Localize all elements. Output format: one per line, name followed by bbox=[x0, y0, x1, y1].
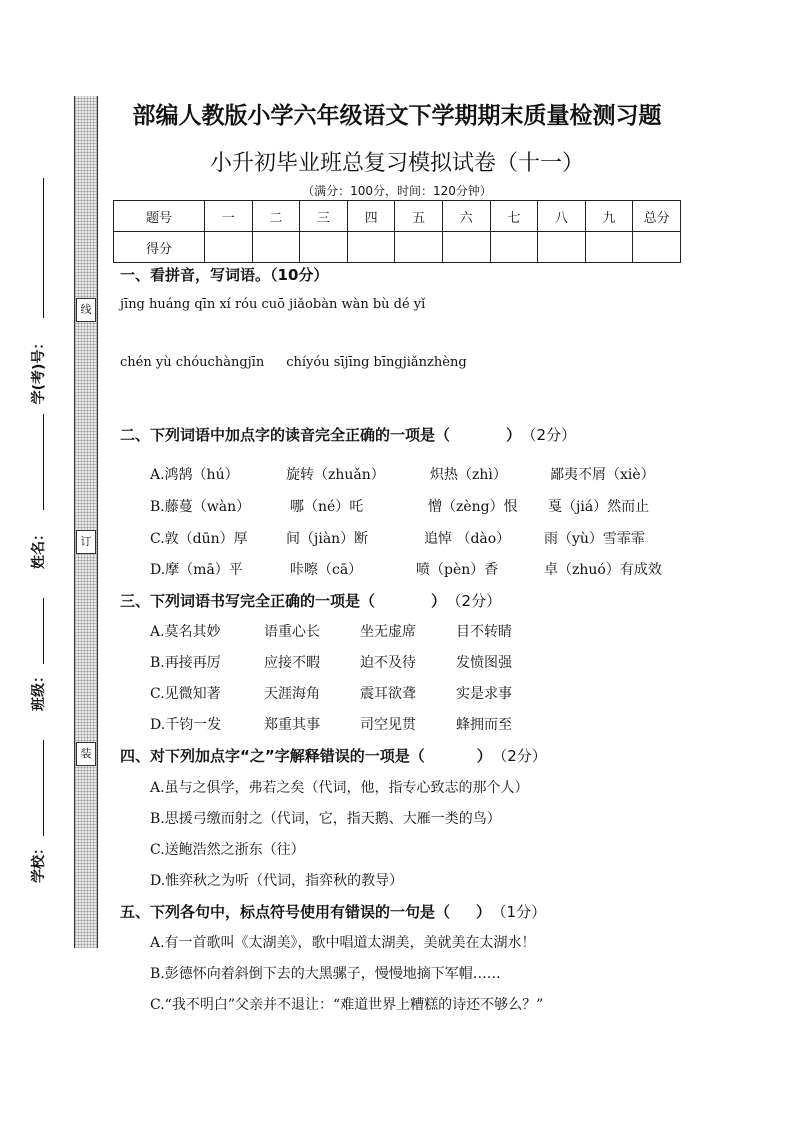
table-cell: 四 bbox=[347, 201, 395, 232]
option-cell: 咔嚓（cā） bbox=[290, 562, 363, 578]
binding-strip bbox=[74, 96, 98, 948]
name-line[interactable] bbox=[43, 414, 44, 510]
option-line: C.送鲍浩然之浙东（往） bbox=[150, 842, 305, 858]
table-cell: 七 bbox=[490, 201, 538, 232]
option-row bbox=[150, 559, 662, 579]
option-line: A.虽与之俱学，弗若之矣（代词，他，指专心致志的那个人） bbox=[150, 780, 529, 796]
option-cell: 戛（jiá）然而止 bbox=[548, 499, 650, 515]
option-row bbox=[150, 714, 512, 734]
option-cell: 雨（yù）雪霏霏 bbox=[544, 531, 645, 547]
pinyin-line-2 bbox=[120, 355, 467, 370]
pinyin-line-1: jīng huáng qīn xí róu cuō jiǎobàn wàn bù dé yǐ bbox=[120, 297, 426, 312]
section-1-title: 一、看拼音，写词语。（10分） bbox=[120, 266, 329, 284]
score-input-cell[interactable] bbox=[538, 232, 586, 263]
option-line: D.惟弈秋之为听（代词，指弈秋的教导） bbox=[150, 873, 404, 889]
score-input-cell[interactable] bbox=[442, 232, 490, 263]
option-cell: 天涯海角 bbox=[264, 686, 320, 702]
name-label: 姓名： bbox=[31, 527, 47, 569]
answer-bracket: ） bbox=[476, 747, 492, 765]
student-id-line[interactable] bbox=[43, 178, 44, 318]
table-cell: 一 bbox=[205, 201, 253, 232]
answer-bracket: ） bbox=[506, 426, 522, 444]
option-cell: 旋转（zhuǎn） bbox=[286, 467, 385, 483]
option-cell: 蜂拥而至 bbox=[456, 717, 512, 733]
score-input-cell[interactable] bbox=[205, 232, 253, 263]
option-cell: 喷（pèn）香 bbox=[416, 562, 499, 578]
section-title-text: 五、下列各句中，标点符号使用有错误的一句是（ bbox=[120, 903, 451, 921]
school-label: 学校： bbox=[31, 841, 47, 883]
option-cell: 坐无虚席 bbox=[360, 624, 416, 640]
option-cell: 哪（né）吒 bbox=[290, 499, 364, 515]
option-cell: D.千钧一发 bbox=[150, 717, 222, 733]
section-4-title bbox=[120, 745, 547, 766]
option-cell: 发愤图强 bbox=[456, 655, 512, 671]
option-row bbox=[150, 652, 512, 672]
option-cell: 卓（zhuó）有成效 bbox=[544, 562, 662, 578]
score-input-cell[interactable] bbox=[633, 232, 681, 263]
section-points: （2分） bbox=[499, 747, 547, 765]
option-cell: D.摩（mā）平 bbox=[150, 562, 243, 578]
option-row bbox=[150, 528, 645, 548]
score-input-cell[interactable] bbox=[490, 232, 538, 263]
table-cell: 得分 bbox=[114, 232, 205, 263]
class-line[interactable] bbox=[43, 598, 44, 664]
option-line: B.彭德怀向着斜倒下去的大黑骡子，慢慢地摘下军帽…… bbox=[150, 966, 501, 982]
exam-info: （满分：100分，时间：120分钟） bbox=[302, 184, 492, 198]
table-cell: 六 bbox=[442, 201, 490, 232]
option-cell: 实是求事 bbox=[456, 686, 512, 702]
table-cell: 五 bbox=[395, 201, 443, 232]
answer-bracket: ） bbox=[476, 903, 492, 921]
score-input-cell[interactable] bbox=[585, 232, 633, 263]
option-cell: 炽热（zhì） bbox=[430, 467, 507, 483]
option-cell: 应接不暇 bbox=[264, 655, 320, 671]
binding-char-xian: 线 bbox=[76, 298, 96, 322]
table-cell: 九 bbox=[585, 201, 633, 232]
option-cell: 目不转睛 bbox=[456, 624, 512, 640]
option-cell: B.再接再厉 bbox=[150, 655, 221, 671]
score-input-cell[interactable] bbox=[252, 232, 300, 263]
option-cell: 迫不及待 bbox=[360, 655, 416, 671]
page-subtitle: 小升初毕业班总复习模拟试卷（十一） bbox=[209, 151, 584, 176]
option-cell: A.莫名其妙 bbox=[150, 624, 221, 640]
pinyin-group: chíyóu sījīng bīngjiǎnzhèng bbox=[286, 355, 467, 370]
section-points: （2分） bbox=[529, 426, 577, 444]
binding-char-zhuang: 装 bbox=[76, 742, 96, 766]
score-input-cell[interactable] bbox=[300, 232, 348, 263]
option-cell: 间（jiàn）断 bbox=[286, 531, 369, 547]
option-cell: 郑重其事 bbox=[264, 717, 320, 733]
section-3-title bbox=[120, 590, 501, 611]
option-cell: B.藤蔓（wàn） bbox=[150, 499, 251, 515]
section-points: （2分） bbox=[454, 592, 502, 610]
table-cell: 总分 bbox=[633, 201, 681, 232]
student-id-label: 学(考)号： bbox=[31, 335, 47, 405]
score-input-cell[interactable] bbox=[395, 232, 443, 263]
option-line: A.有一首歌叫《太湖美》，歌中唱道太湖美，美就美在太湖水！ bbox=[150, 935, 536, 951]
section-points: （1分） bbox=[499, 903, 547, 921]
option-line: B.思援弓缴而射之（代词，它，指天鹅、大雁一类的鸟） bbox=[150, 811, 501, 827]
answer-bracket: ） bbox=[431, 592, 447, 610]
score-table-score-row bbox=[114, 232, 681, 263]
school-line[interactable] bbox=[43, 740, 44, 836]
page-title: 部编人教版小学六年级语文下学期期末质量检测习题 bbox=[132, 103, 662, 129]
table-cell: 题号 bbox=[114, 201, 205, 232]
option-cell: 震耳欲聋 bbox=[360, 686, 416, 702]
class-label: 班级： bbox=[31, 669, 47, 711]
section-5-title bbox=[120, 901, 546, 922]
pinyin-group: chén yù chóuchàngjīn bbox=[120, 355, 265, 370]
score-input-cell[interactable] bbox=[347, 232, 395, 263]
table-cell: 八 bbox=[538, 201, 586, 232]
option-cell: C.见微知著 bbox=[150, 686, 221, 702]
option-cell: 憎（zèng）恨 bbox=[428, 499, 518, 515]
section-title-text: 三、下列词语书写完全正确的一项是（ bbox=[120, 592, 376, 610]
score-table-header-row bbox=[114, 201, 681, 232]
option-row bbox=[150, 496, 649, 516]
option-cell: 追悼 （dào） bbox=[424, 531, 511, 547]
table-cell: 三 bbox=[300, 201, 348, 232]
section-2-title bbox=[120, 424, 576, 445]
table-cell: 二 bbox=[252, 201, 300, 232]
score-table bbox=[113, 200, 681, 263]
option-cell: 司空见贯 bbox=[360, 717, 416, 733]
section-title-text: 四、对下列加点字“之”字解释错误的一项是（ bbox=[120, 747, 425, 765]
option-cell: 鄙夷不屑（xiè） bbox=[550, 467, 655, 483]
option-cell: C.敦（dūn）厚 bbox=[150, 531, 248, 547]
option-row bbox=[150, 683, 512, 703]
section-title-text: 二、下列词语中加点字的读音完全正确的一项是（ bbox=[120, 426, 451, 444]
option-row bbox=[150, 464, 655, 484]
binding-char-ding: 订 bbox=[76, 530, 96, 554]
option-cell: 语重心长 bbox=[264, 624, 320, 640]
option-line: C.“我不明白”父亲并不退让：“难道世界上糟糕的诗还不够么？” bbox=[150, 997, 544, 1013]
option-cell: A.鸿鹄（hú） bbox=[150, 467, 239, 483]
option-row bbox=[150, 621, 512, 641]
